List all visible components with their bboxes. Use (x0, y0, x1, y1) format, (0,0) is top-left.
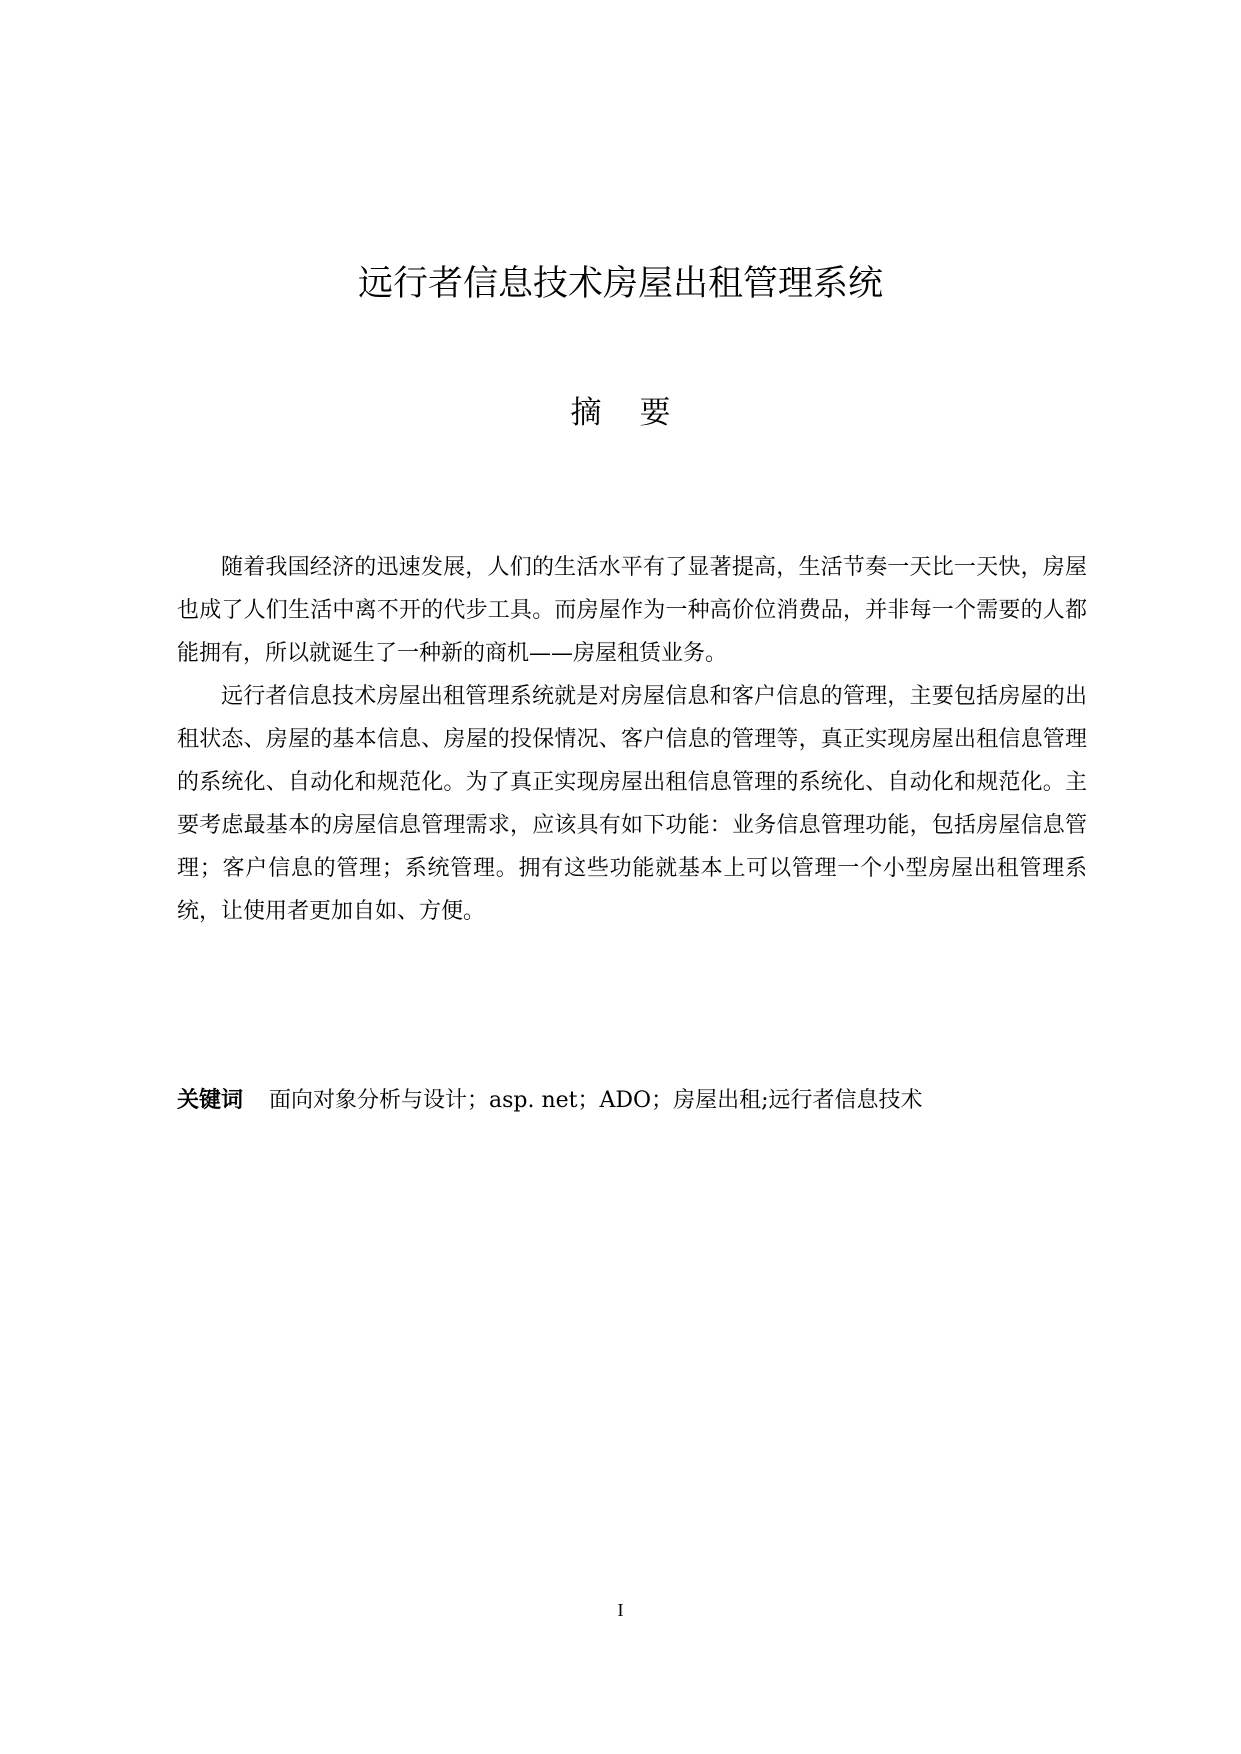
abstract-body (177, 546, 1087, 933)
document-title: 远行者信息技术房屋出租管理系统 (357, 264, 883, 304)
abstract-paragraph-2: 远行者信息技术房屋出租管理系统就是对房屋信息和客户信息的管理，主要包括房屋的出租状态、房屋的基本信息、房屋的投保情况、客户信息的管理等，真正实现房屋出租信息管理的系统化、自动化和规范化。为了真正实现房屋出租信息管理的系统化、自动化和规范化。主要考虑最基本的房屋信息管理需求，应该具有如下功能：业务信息管理功能，包括房屋信息管理；客户信息的管理；系统管理。拥有这些功能就基本上可以管理一个小型房屋出租管理系统，让使用者更加自如、方便。 (177, 684, 1087, 924)
page-number: I (617, 1600, 624, 1620)
keywords-label: 关键词 (177, 1088, 244, 1113)
abstract-heading: 摘要 (570, 395, 709, 431)
keywords-line (177, 1083, 1087, 1119)
keywords-text: 面向对象分析与设计；asp. net；ADO；房屋出租;远行者信息技术 (269, 1088, 923, 1113)
abstract-paragraph-1: 随着我国经济的迅速发展，人们的生活水平有了显著提高，生活节奏一天比一天快，房屋也成了人们生活中离不开的代步工具。而房屋作为一种高价位消费品，并非每一个需要的人都能拥有，所以就诞生了一种新的商机——房屋租赁业务。 (177, 555, 1087, 666)
